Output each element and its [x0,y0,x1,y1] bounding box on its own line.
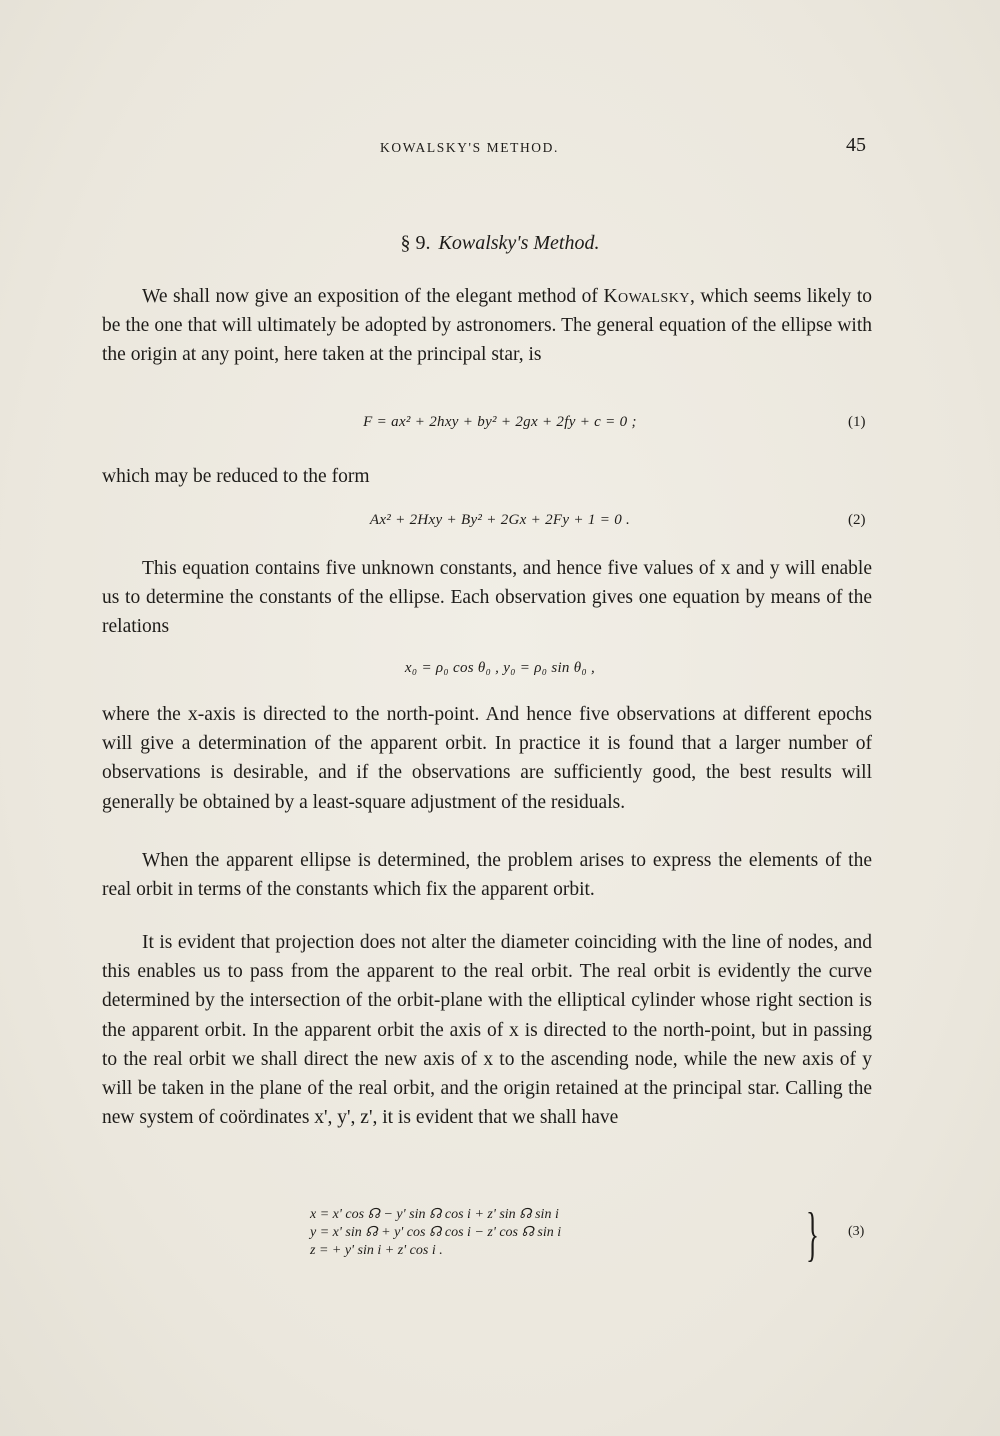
equation-1-number: (1) [848,414,866,430]
paragraph-1-end: , which seems likely to be the one that will ultimately be adopted by astronomers. The general equation of the ellipse with the origin at any point, here taken at the principal star, is [102,286,872,366]
equation-brace: } [806,1201,819,1267]
paragraph-1-start: We shall now give an exposition of the elegant method of [142,286,604,307]
section-title [0,232,1000,255]
section-heading: Kowalsky's Method. [438,232,600,254]
equation-2-number: (2) [848,512,866,528]
equation-2: Ax² + 2Hxy + By² + 2Gx + 2Fy + 1 = 0 . [369,512,631,528]
equation-system-3 [310,1206,561,1260]
paragraph-3: This equation contains five unknown constants, and hence five values of x and y will enable us to determine the constants of the ellipse. Each observation gives one equation by means of the relations [102,558,872,638]
relations-equation: x₀ = ρ₀ cos θ₀ , y₀ = ρ₀ sin θ₀ , [404,660,596,676]
paragraph-4: where the x-axis is directed to the north-point. And hence five observations at different epochs will give a determination of the apparent orbit. In practice it is found that a larger number of observations is desirable, and if the observations are sufficiently good, the best results will generally be obtained by a least-square adjustment of the residuals. [102,704,872,813]
system-line-1: x = x' cos ☊ − y' sin ☊ cos i + z' sin ☊ sin i [310,1207,559,1222]
paragraph-6: It is evident that projection does not alter the diameter coinciding with the line of nodes, and this enables us to pass from the apparent to the real orbit. The real orbit is evidently the curve determined by the intersection of the orbit-plane with the elliptical cylinder whose right section is the apparent orbit. In the apparent orbit the axis of x is directed to the north-point, but in passing to the real orbit we shall direct the new axis of x to the ascending node, while the new axis of y will be taken in the plane of the real orbit, and the origin retained at the principal star. Calling the new system of coördinates x', y', z', it is evident that we shall have [102,932,872,1129]
system-line-2: y = x' sin ☊ + y' cos ☊ cos i − z' cos ☊ sin i [310,1225,562,1240]
page-number: 45 [846,134,866,156]
paragraph-2: which may be reduced to the form [102,466,370,487]
section-number: § 9. [400,232,431,254]
system-line-3: z = + y' sin i + z' cos i . [310,1243,443,1258]
author-name: Kowalsky [603,286,690,307]
equation-1: F = ax² + 2hxy + by² + 2gx + 2fy + c = 0 ; [363,414,637,430]
paragraph-5: When the apparent ellipse is determined, the problem arises to express the elements of the real orbit in terms of the constants which fix the apparent orbit. [102,850,872,901]
equation-3-number: (3) [848,1224,865,1239]
running-head: KOWALSKY'S METHOD. [380,140,559,155]
paragraph-1 [102,282,872,370]
